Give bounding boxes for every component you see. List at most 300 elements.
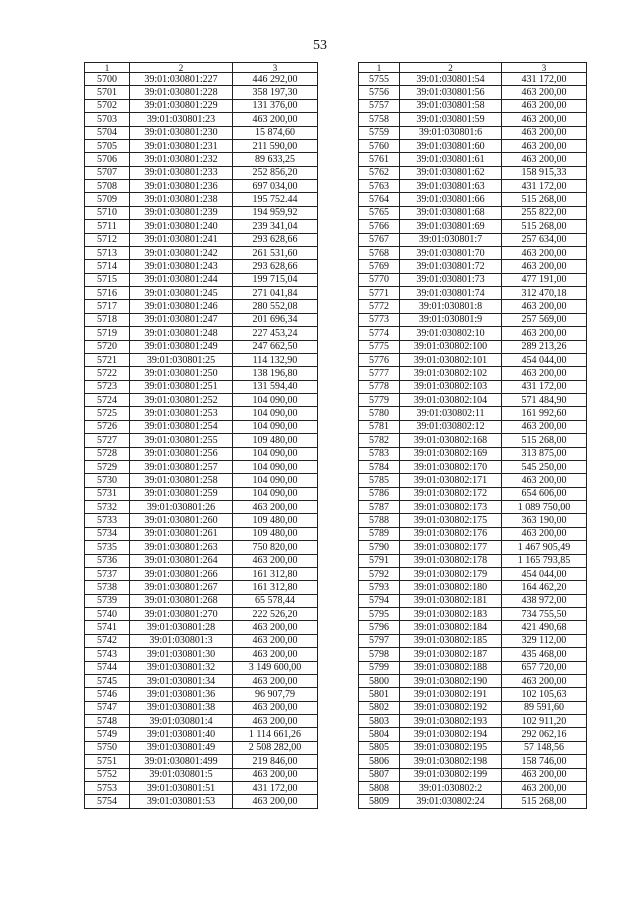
table-row [359,701,587,714]
cadastral-number-cell: 39:01:030801:268 [130,594,233,607]
table-row [85,701,318,714]
cadastral-number-cell: 39:01:030801:249 [130,340,233,353]
value-cell: 431 172,00 [502,180,587,193]
value-cell: 454 044,00 [502,567,587,580]
value-cell: 431 172,00 [233,781,318,794]
cadastral-number-cell: 39:01:030801:243 [130,260,233,273]
row-number-cell: 5744 [85,661,130,674]
cadastral-number-cell: 39:01:030801:70 [400,246,502,259]
value-cell: 312 470,18 [502,287,587,300]
row-number-cell: 5704 [85,126,130,139]
value-cell: 463 200,00 [233,634,318,647]
cadastral-number-cell: 39:01:030801:232 [130,153,233,166]
cadastral-number-cell: 39:01:030801:56 [400,86,502,99]
value-cell: 463 200,00 [233,674,318,687]
table-row [359,166,587,179]
table-row [359,514,587,527]
value-cell: 104 090,00 [233,420,318,433]
row-number-cell: 5771 [359,287,400,300]
value-cell: 463 200,00 [502,300,587,313]
row-number-cell: 5715 [85,273,130,286]
table-row [85,233,318,246]
row-number-cell: 5708 [85,180,130,193]
cadastral-number-cell: 39:01:030802:101 [400,353,502,366]
cadastral-number-cell: 39:01:030802:190 [400,674,502,687]
row-number-cell: 5722 [85,367,130,380]
table-row [359,260,587,273]
table-header [85,63,318,73]
value-cell: 477 191,00 [502,273,587,286]
cadastral-number-cell: 39:01:030801:248 [130,327,233,340]
cadastral-number-cell: 39:01:030801:38 [130,701,233,714]
table-row [85,407,318,420]
cadastral-number-cell: 39:01:030802:11 [400,407,502,420]
cadastral-number-cell: 39:01:030801:257 [130,460,233,473]
table-row [359,340,587,353]
table-row [85,193,318,206]
value-cell: 438 972,00 [502,594,587,607]
column-header-cadastral: 2 [400,63,502,73]
row-number-cell: 5745 [85,674,130,687]
row-number-cell: 5784 [359,460,400,473]
row-number-cell: 5759 [359,126,400,139]
table-row [359,554,587,567]
value-cell: 114 132,90 [233,353,318,366]
row-number-cell: 5806 [359,755,400,768]
row-number-cell: 5740 [85,608,130,621]
row-number-cell: 5768 [359,246,400,259]
table-row [359,501,587,514]
cadastral-number-cell: 39:01:030801:256 [130,447,233,460]
row-number-cell: 5749 [85,728,130,741]
value-cell: 463 200,00 [233,621,318,634]
value-cell: 654 606,00 [502,487,587,500]
value-cell: 247 662,50 [233,340,318,353]
table-row [359,353,587,366]
row-number-cell: 5747 [85,701,130,714]
value-cell: 545 250,00 [502,460,587,473]
table-row [85,541,318,554]
cadastral-number-cell: 39:01:030801:36 [130,688,233,701]
table-row [359,674,587,687]
cadastral-number-cell: 39:01:030801:238 [130,193,233,206]
table-row [85,621,318,634]
row-number-cell: 5772 [359,300,400,313]
value-cell: 463 200,00 [233,501,318,514]
value-cell: 293 628,66 [233,260,318,273]
value-cell: 463 200,00 [502,474,587,487]
row-number-cell: 5795 [359,608,400,621]
table-row [85,420,318,433]
cadastral-number-cell: 39:01:030802:180 [400,581,502,594]
table-row [85,741,318,754]
table-row [85,180,318,193]
value-cell: 3 149 600,00 [233,661,318,674]
cadastral-number-cell: 39:01:030801:240 [130,220,233,233]
table-row [85,501,318,514]
row-number-cell: 5724 [85,394,130,407]
cadastral-number-cell: 39:01:030801:228 [130,86,233,99]
table-row [85,287,318,300]
cadastral-number-cell: 39:01:030802:181 [400,594,502,607]
table-row [359,581,587,594]
row-number-cell: 5782 [359,434,400,447]
value-cell: 463 200,00 [502,113,587,126]
row-number-cell: 5728 [85,447,130,460]
row-number-cell: 5801 [359,688,400,701]
cadastral-number-cell: 39:01:030802:102 [400,367,502,380]
row-number-cell: 5761 [359,153,400,166]
value-cell: 446 292,00 [233,73,318,86]
cadastral-number-cell: 39:01:030802:187 [400,648,502,661]
column-header-number: 1 [359,63,400,73]
cadastral-number-cell: 39:01:030801:250 [130,367,233,380]
value-cell: 515 268,00 [502,434,587,447]
row-number-cell: 5808 [359,781,400,794]
row-number-cell: 5774 [359,327,400,340]
value-cell: 104 090,00 [233,394,318,407]
cadastral-number-cell: 39:01:030801:34 [130,674,233,687]
value-cell: 109 480,00 [233,527,318,540]
cadastral-number-cell: 39:01:030801:231 [130,139,233,152]
row-number-cell: 5717 [85,300,130,313]
table-row [359,634,587,647]
row-number-cell: 5756 [359,86,400,99]
cadastral-number-cell: 39:01:030801:236 [130,180,233,193]
table-row [359,594,587,607]
row-number-cell: 5743 [85,648,130,661]
row-number-cell: 5791 [359,554,400,567]
row-number-cell: 5785 [359,474,400,487]
row-number-cell: 5738 [85,581,130,594]
value-cell: 515 268,00 [502,193,587,206]
table-row [359,407,587,420]
value-cell: 96 907,79 [233,688,318,701]
table-header [359,63,587,73]
cadastral-number-cell: 39:01:030801:32 [130,661,233,674]
cadastral-number-cell: 39:01:030801:264 [130,554,233,567]
cadastral-number-cell: 39:01:030802:104 [400,394,502,407]
row-number-cell: 5787 [359,501,400,514]
column-header-number: 1 [85,63,130,73]
row-number-cell: 5789 [359,527,400,540]
table-row [359,287,587,300]
table-row [85,313,318,326]
value-cell: 104 090,00 [233,474,318,487]
row-number-cell: 5781 [359,420,400,433]
value-cell: 102 105,63 [502,688,587,701]
cadastral-number-cell: 39:01:030802:172 [400,487,502,500]
value-cell: 454 044,00 [502,353,587,366]
value-cell: 219 846,00 [233,755,318,768]
row-number-cell: 5796 [359,621,400,634]
value-cell: 1 089 750,00 [502,501,587,514]
table-row [85,394,318,407]
row-number-cell: 5713 [85,246,130,259]
table-row [359,728,587,741]
cadastral-number-cell: 39:01:030801:245 [130,287,233,300]
value-cell: 463 200,00 [502,153,587,166]
row-number-cell: 5725 [85,407,130,420]
cadastral-number-cell: 39:01:030801:253 [130,407,233,420]
cadastral-number-cell: 39:01:030802:12 [400,420,502,433]
cadastral-number-cell: 39:01:030801:258 [130,474,233,487]
value-cell: 431 172,00 [502,380,587,393]
cadastral-number-cell: 39:01:030802:24 [400,795,502,808]
value-cell: 104 090,00 [233,407,318,420]
value-cell: 734 755,50 [502,608,587,621]
value-cell: 463 200,00 [502,327,587,340]
value-cell: 211 590,00 [233,139,318,152]
table-row [85,166,318,179]
row-number-cell: 5705 [85,139,130,152]
table-row [359,220,587,233]
cadastral-number-cell: 39:01:030802:171 [400,474,502,487]
table-row [359,420,587,433]
cadastral-number-cell: 39:01:030802:198 [400,755,502,768]
value-cell: 15 874,60 [233,126,318,139]
table-row [85,153,318,166]
table-row [85,126,318,139]
value-cell: 104 090,00 [233,460,318,473]
row-number-cell: 5786 [359,487,400,500]
table-row [85,715,318,728]
row-number-cell: 5702 [85,99,130,112]
row-number-cell: 5769 [359,260,400,273]
row-number-cell: 5729 [85,460,130,473]
row-number-cell: 5776 [359,353,400,366]
table-row [85,567,318,580]
value-cell: 463 200,00 [233,795,318,808]
table-row [359,447,587,460]
cadastral-number-cell: 39:01:030802:194 [400,728,502,741]
value-cell: 257 634,00 [502,233,587,246]
value-cell: 463 200,00 [233,113,318,126]
column-header-cadastral: 2 [130,63,233,73]
row-number-cell: 5773 [359,313,400,326]
table-row [85,86,318,99]
table-row [85,340,318,353]
value-cell: 164 462,20 [502,581,587,594]
cadastral-number-cell: 39:01:030801:53 [130,795,233,808]
table-row [359,608,587,621]
cadastral-number-cell: 39:01:030801:69 [400,220,502,233]
cadastral-number-cell: 39:01:030801:229 [130,99,233,112]
table-row [85,728,318,741]
value-cell: 199 715,04 [233,273,318,286]
row-number-cell: 5760 [359,139,400,152]
table-row [359,661,587,674]
cadastral-number-cell: 39:01:030802:169 [400,447,502,460]
cadastral-number-cell: 39:01:030801:6 [400,126,502,139]
value-cell: 289 213,26 [502,340,587,353]
table-row [85,113,318,126]
row-number-cell: 5755 [359,73,400,86]
cadastral-number-cell: 39:01:030801:244 [130,273,233,286]
value-cell: 261 531,60 [233,246,318,259]
table-row [85,487,318,500]
table-row [359,688,587,701]
row-number-cell: 5709 [85,193,130,206]
value-cell: 280 552,08 [233,300,318,313]
column-header-value: 3 [502,63,587,73]
value-cell: 463 200,00 [502,674,587,687]
row-number-cell: 5735 [85,541,130,554]
cadastral-number-cell: 39:01:030802:193 [400,715,502,728]
table-row [85,795,318,808]
row-number-cell: 5793 [359,581,400,594]
table-row [85,73,318,86]
value-cell: 435 468,00 [502,648,587,661]
table-row [359,126,587,139]
cadastral-number-cell: 39:01:030801:260 [130,514,233,527]
table-row [359,99,587,112]
row-number-cell: 5788 [359,514,400,527]
row-number-cell: 5752 [85,768,130,781]
table-row [359,648,587,661]
row-number-cell: 5767 [359,233,400,246]
cadastral-number-cell: 39:01:030801:26 [130,501,233,514]
value-cell: 158 746,00 [502,755,587,768]
row-number-cell: 5730 [85,474,130,487]
value-cell: 222 526,20 [233,608,318,621]
value-cell: 463 200,00 [502,420,587,433]
cadastral-number-cell: 39:01:030801:267 [130,581,233,594]
row-number-cell: 5778 [359,380,400,393]
cadastral-number-cell: 39:01:030801:255 [130,434,233,447]
cadastral-number-cell: 39:01:030801:246 [130,300,233,313]
cadastral-number-cell: 39:01:030801:62 [400,166,502,179]
row-number-cell: 5770 [359,273,400,286]
table-row [85,594,318,607]
cadastral-number-cell: 39:01:030802:192 [400,701,502,714]
row-number-cell: 5764 [359,193,400,206]
value-cell: 657 720,00 [502,661,587,674]
cadastral-number-cell: 39:01:030802:183 [400,608,502,621]
cadastral-number-cell: 39:01:030801:66 [400,193,502,206]
table-row [359,795,587,808]
row-number-cell: 5710 [85,206,130,219]
row-number-cell: 5809 [359,795,400,808]
row-number-cell: 5714 [85,260,130,273]
row-number-cell: 5797 [359,634,400,647]
cadastral-number-cell: 39:01:030801:25 [130,353,233,366]
cadastral-number-cell: 39:01:030802:173 [400,501,502,514]
table-row [85,447,318,460]
row-number-cell: 5727 [85,434,130,447]
cadastral-number-cell: 39:01:030801:259 [130,487,233,500]
table-row [85,246,318,259]
table-row [85,367,318,380]
table-row [359,460,587,473]
table-row [85,206,318,219]
row-number-cell: 5739 [85,594,130,607]
row-number-cell: 5746 [85,688,130,701]
cadastral-number-cell: 39:01:030801:254 [130,420,233,433]
value-cell: 131 376,00 [233,99,318,112]
table-row [359,327,587,340]
cadastral-number-cell: 39:01:030801:499 [130,755,233,768]
cadastral-number-cell: 39:01:030802:179 [400,567,502,580]
table-row [85,768,318,781]
cadastral-number-cell: 39:01:030801:9 [400,313,502,326]
table-row [359,367,587,380]
cadastral-number-cell: 39:01:030801:241 [130,233,233,246]
value-cell: 161 312,80 [233,581,318,594]
cadastral-number-cell: 39:01:030802:103 [400,380,502,393]
table-row [85,781,318,794]
row-number-cell: 5800 [359,674,400,687]
cadastral-number-cell: 39:01:030802:100 [400,340,502,353]
cadastral-number-cell: 39:01:030802:176 [400,527,502,540]
table-row [85,674,318,687]
cadastral-number-cell: 39:01:030802:199 [400,768,502,781]
value-cell: 239 341,04 [233,220,318,233]
row-number-cell: 5794 [359,594,400,607]
row-number-cell: 5777 [359,367,400,380]
row-number-cell: 5737 [85,567,130,580]
cadastral-number-cell: 39:01:030801:242 [130,246,233,259]
cadastral-number-cell: 39:01:030802:195 [400,741,502,754]
value-cell: 463 200,00 [502,99,587,112]
cadastral-number-cell: 39:01:030801:63 [400,180,502,193]
cadastral-number-cell: 39:01:030802:191 [400,688,502,701]
cadastral-number-cell: 39:01:030801:7 [400,233,502,246]
table-row [85,353,318,366]
row-number-cell: 5741 [85,621,130,634]
value-cell: 463 200,00 [502,781,587,794]
table-row [359,487,587,500]
row-number-cell: 5762 [359,166,400,179]
cadastral-number-cell: 39:01:030801:252 [130,394,233,407]
value-cell: 102 911,20 [502,715,587,728]
row-number-cell: 5792 [359,567,400,580]
cadastral-number-cell: 39:01:030801:30 [130,648,233,661]
value-cell: 431 172,00 [502,73,587,86]
table-row [359,394,587,407]
table-row [85,273,318,286]
cadastral-number-cell: 39:01:030802:188 [400,661,502,674]
value-cell: 89 633,25 [233,153,318,166]
value-cell: 271 041,84 [233,287,318,300]
cadastral-number-cell: 39:01:030801:5 [130,768,233,781]
table-row [85,327,318,340]
value-cell: 57 148,56 [502,741,587,754]
value-cell: 161 312,80 [233,567,318,580]
value-cell: 65 578,44 [233,594,318,607]
row-number-cell: 5720 [85,340,130,353]
row-number-cell: 5736 [85,554,130,567]
table-row [85,688,318,701]
value-cell: 463 200,00 [233,715,318,728]
cadastral-number-cell: 39:01:030801:28 [130,621,233,634]
table-row [85,460,318,473]
cadastral-number-cell: 39:01:030801:266 [130,567,233,580]
table-row [85,527,318,540]
table-row [85,514,318,527]
row-number-cell: 5731 [85,487,130,500]
value-cell: 463 200,00 [502,260,587,273]
table-row [359,434,587,447]
row-number-cell: 5719 [85,327,130,340]
cadastral-number-cell: 39:01:030801:49 [130,741,233,754]
cadastral-number-cell: 39:01:030802:185 [400,634,502,647]
value-cell: 463 200,00 [502,367,587,380]
table-row [85,260,318,273]
row-number-cell: 5723 [85,380,130,393]
table-row [85,661,318,674]
cadastral-number-cell: 39:01:030802:175 [400,514,502,527]
